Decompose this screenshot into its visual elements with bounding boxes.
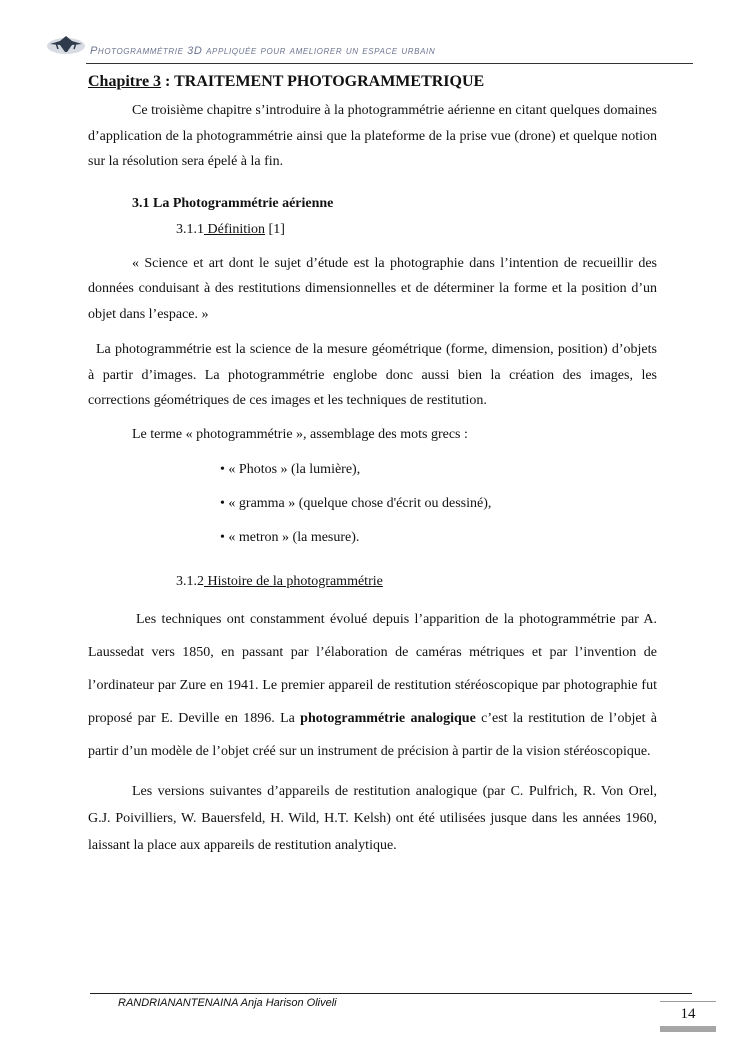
section-heading-3-1-2 bbox=[88, 569, 657, 595]
list-item: • « Photos » (la lumière), bbox=[220, 462, 361, 477]
etymology-intro: Le terme « photogrammétrie », assemblage des mots grecs : bbox=[132, 426, 468, 442]
section-heading-3-1: 3.1 La Photogrammétrie aérienne bbox=[132, 195, 334, 211]
chapter-title: : TRAITEMENT PHOTOGRAMMETRIQUE bbox=[161, 73, 485, 90]
history-bold-term: photogrammétrie analogique bbox=[300, 711, 476, 726]
history-paragraph-2: Les versions suivantes d’appareils de restitution analogique (par C. Pulfrich, R. Von Orel, G.J. Poivilliers, W. Bauersfeld, H. Wild, H.T. Kelsh) ont été utilisées jusque dans les années 1960, laissant la place aux appareils de restitution analytique. bbox=[88, 784, 657, 853]
intro-paragraph: Ce troisième chapitre s’introduire à la photogrammétrie aérienne en citant quelques domaines d’application de la photogrammétrie ainsi que la plateforme de la prise vue (drone) et quelque notion sur la résolution sera épelé à la fin. bbox=[88, 103, 657, 169]
list-item: • « metron » (la mesure). bbox=[220, 530, 360, 545]
aircraft-logo-icon bbox=[46, 32, 86, 56]
chapter-label: Chapitre 3 bbox=[88, 73, 162, 90]
page-content bbox=[88, 72, 657, 859]
history-paragraph-1 bbox=[88, 603, 657, 768]
section-title: Définition bbox=[204, 221, 266, 237]
section-title: Histoire de la photogrammétrie bbox=[204, 574, 383, 589]
list-item: • « gramma » (quelque chose d'écrit ou dessiné), bbox=[220, 496, 492, 511]
definition-quote: « Science et art dont le sujet d’étude est la photographie dans l’intention de recueillir des données conduisant à des restitutions dimensionnelles et de déterminer la forme et la position d’un objet dans l’espace. » bbox=[88, 255, 657, 322]
footer-divider bbox=[90, 993, 692, 994]
etymology-list bbox=[88, 453, 657, 555]
definition-paragraph: La photogrammétrie est la science de la mesure géométrique (forme, dimension, position) d’objets à partir d’images. La photogrammétrie englobe donc aussi bien la création des images, les corrections géométriques de ces images et les techniques de restitution. bbox=[88, 342, 657, 408]
page-number-rule bbox=[660, 1001, 716, 1002]
running-header-title: Photogrammétrie 3D appliquée pour ameliorer un espace urbain bbox=[90, 45, 436, 57]
history-text: c’est la restitution de l’objet à partir d’un modèle de l’objet créé sur un instrument de précision à partir de la vision stéréoscopique. bbox=[88, 711, 657, 759]
section-number: 3.1.2 bbox=[176, 574, 204, 589]
section-number: 3.1.1 bbox=[176, 221, 204, 237]
page-number-bar bbox=[660, 1026, 716, 1032]
footer-author: RANDRIANANTENAINA Anja Harison Oliveli bbox=[118, 997, 337, 1009]
chapter-heading bbox=[88, 72, 657, 92]
history-text: Les techniques ont constamment évolué depuis l’apparition de la photogrammétrie par A. Laussedat vers 1850, en passant par l’élaboration de caméras métriques et par l’invention de l’ordinateur par Zure en 1941. Le premier appareil de restitution stéréoscopique par photographie fut proposé par E. Deville en 1896. La bbox=[88, 612, 657, 726]
section-heading-3-1-1 bbox=[88, 217, 657, 243]
page-number: 14 bbox=[680, 1006, 696, 1022]
citation-ref: [1] bbox=[265, 221, 285, 237]
header-divider bbox=[86, 63, 693, 64]
page-number-box bbox=[660, 1001, 716, 1032]
